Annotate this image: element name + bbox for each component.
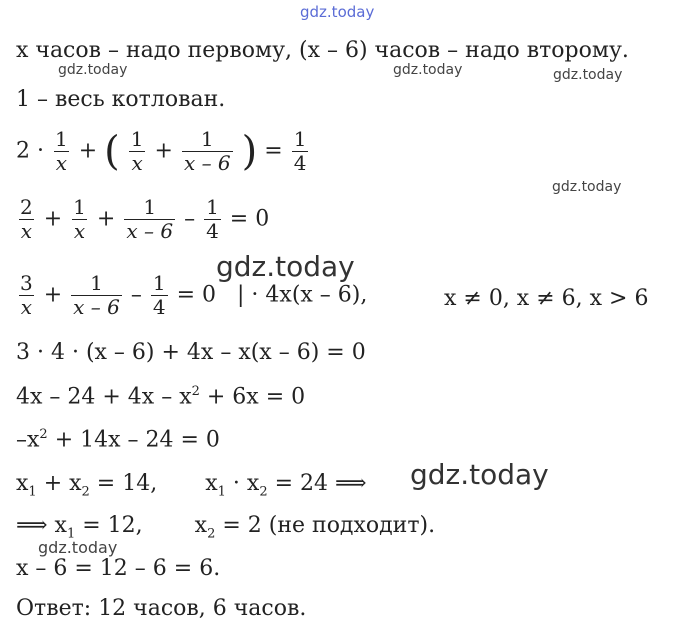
roots-line: ⟹ $x_1 = 12$, $x_2 = 2$ (не подходит). — [16, 513, 436, 542]
fraction: $\frac{1}{x - 6}$ — [73, 271, 120, 319]
fraction: $\frac{1}{4}$ — [206, 195, 219, 243]
watermark: gdz.today — [410, 458, 549, 491]
fraction: $\frac{1}{x}$ — [73, 195, 86, 243]
vieta-line: $x_1 + x_2 = 14$, $x_1 \cdot x_2 = 24$ ⟹ — [16, 471, 367, 500]
fraction: $\frac{1}{x - 6}$ — [126, 195, 174, 243]
domain-condition: x ≠ 0, x ≠ 6, x > 6 — [444, 286, 649, 311]
fraction: $\frac{2}{x}$ — [20, 195, 33, 243]
equation-line-8: $-x^2 + 14x - 24 = 0$ — [16, 427, 220, 453]
watermark: gdz.today — [58, 62, 128, 78]
watermark: gdz.today — [393, 62, 463, 78]
equation-line-11: x – 6 = 12 – 6 = 6. — [16, 556, 221, 581]
equation-line-5: $\frac{3}{x}$ + $\frac{1}{x - 6}$ – $\frac{1}{4}$ = 0 | · 4x(x – 6), — [20, 271, 368, 319]
equation-line-7: $4x - 24 + 4x - x^2 + 6x = 0$ — [16, 384, 306, 410]
coefficient: 2 · — [16, 138, 44, 164]
equation-line-6: 3 · 4 · (x – 6) + 4x – x(x – 6) = 0 — [16, 340, 366, 365]
watermark: gdz.today — [553, 67, 623, 83]
text-line-2: 1 – весь котлован. — [16, 87, 226, 112]
fraction: $\frac{3}{x}$ — [20, 271, 33, 319]
watermark: gdz.today — [552, 179, 622, 195]
watermark-top: gdz.today — [300, 3, 375, 21]
fraction: $\frac{1}{x}$ — [130, 127, 144, 175]
equation-line-4: $\frac{2}{x}$ + $\frac{1}{x}$ + $\frac{1}{x - 6}$ – $\frac{1}{4}$ = 0 — [20, 195, 270, 243]
fraction: $\frac{1}{x}$ — [54, 127, 68, 175]
answer-line: Ответ: 12 часов, 6 часов. — [16, 596, 307, 621]
watermark: gdz.today — [216, 250, 355, 283]
watermark: gdz.today — [38, 538, 118, 557]
fraction: $\frac{1}{x - 6}$ — [183, 127, 231, 175]
text-line-1: x часов – надо первому, (x – 6) часов – надо второму. — [16, 38, 629, 63]
fraction: $\frac{1}{4}$ — [293, 127, 307, 175]
fraction: $\frac{1}{4}$ — [152, 271, 166, 319]
equation-line-3: 2 · $\frac{1}{x}$ + ( $\frac{1}{x}$ + $\frac{1}{x - 6}$ ) = $\frac{1}{4}$ — [16, 127, 307, 175]
